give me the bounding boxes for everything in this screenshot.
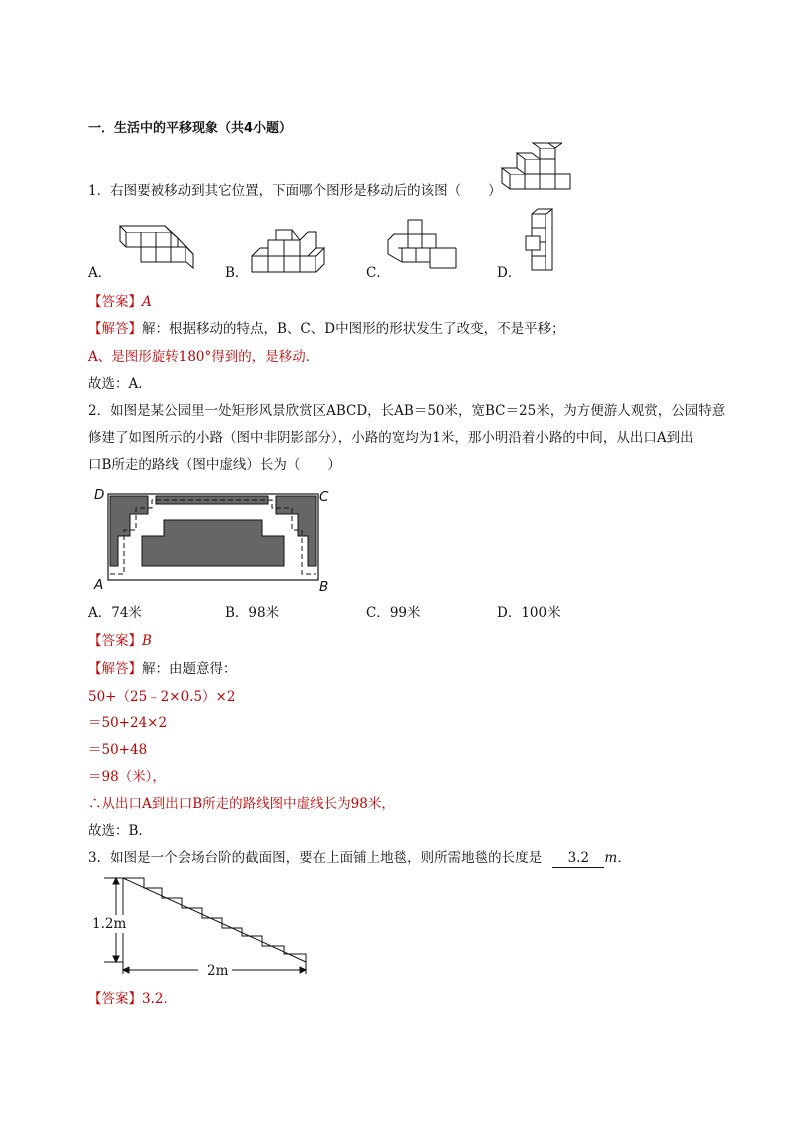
q2-stem-line-2: 修建了如图所示的小路（图中非阴影部分），小路的宽均为1米，那小明沿着小路的中间，从出口A到出 <box>88 430 694 446</box>
q2-stem-line-3: 口B所走的路线（图中虚线）长为（ ） <box>88 457 341 473</box>
answer-value: B <box>142 633 152 649</box>
q2-solution-intro <box>88 660 237 678</box>
q1-reference-figure <box>500 148 580 196</box>
q2-label-a: A <box>94 577 104 593</box>
q1-solution-line-2: A、是图形旋转180°得到的，是移动． <box>88 349 320 365</box>
q2-label-d: D <box>94 487 105 503</box>
q1-option-b-figure <box>250 228 330 278</box>
q1-option-c[interactable]: C． <box>366 265 390 281</box>
q3-height-label: 1.2m <box>92 916 127 932</box>
q2-step-5: ∴从出口A到出口B所走的路线图中虚线长为98米， <box>88 796 395 812</box>
q2-option-c[interactable]: C．99米 <box>366 605 421 621</box>
solution-tag: 【解答】 <box>88 321 142 337</box>
answer-tag: 【答案】 <box>88 294 142 310</box>
q2-answer <box>88 632 152 650</box>
q2-park-figure <box>108 494 320 582</box>
q3-stair-figure <box>98 874 310 974</box>
answer-value: 3.2． <box>142 991 177 1007</box>
q1-option-c-figure <box>388 218 460 274</box>
q2-option-a[interactable]: A．74米 <box>88 605 142 621</box>
q2-stem-line-1: 2．如图是某公园里一处矩形风景欣赏区ABCD，长AB＝50米，宽BC＝25米，为方便游人观赏，公园特意 <box>88 403 726 419</box>
solution-text: 解：由题意得： <box>142 661 237 677</box>
q2-step-1: 50+（25﹣2×0.5）×2 <box>88 689 236 705</box>
q1-stem: 1．右图要被移动到其它位置，下面哪个图形是移动后的该图（ ） <box>88 183 502 199</box>
q1-option-a[interactable]: A． <box>88 265 112 281</box>
section-title: 一．生活中的平移现象（共4小题） <box>88 121 293 136</box>
solution-tag: 【解答】 <box>88 661 142 677</box>
q1-option-d[interactable]: D． <box>497 265 522 281</box>
q2-step-2: ＝50+24×2 <box>88 715 168 731</box>
q2-label-b: B <box>319 579 329 595</box>
q3-unit: m． <box>604 850 631 866</box>
q3-answer <box>88 990 177 1008</box>
q2-option-b[interactable]: B．98米 <box>225 605 280 621</box>
solution-text: 解：根据移动的特点，B、C、D中图形的形状发生了改变，不是平移； <box>142 321 565 337</box>
q2-step-4: ＝98（米）， <box>88 769 166 785</box>
q2-option-d[interactable]: D．100米 <box>497 605 561 621</box>
answer-tag: 【答案】 <box>88 991 142 1007</box>
q1-option-d-figure <box>522 212 562 278</box>
answer-tag: 【答案】 <box>88 633 142 649</box>
q1-solution-line-1 <box>88 320 565 338</box>
q3-width-label: 2m <box>207 963 229 979</box>
q1-answer <box>88 293 152 311</box>
q2-conclusion: 故选：B． <box>88 823 152 839</box>
q3-stem <box>88 849 631 868</box>
q3-answer-blank: 3.2 <box>552 849 604 868</box>
q3-stem-text: 3．如图是一个会场台阶的截面图，要在上面铺上地毯，则所需地毯的长度是 <box>88 850 543 866</box>
q2-step-3: ＝50+48 <box>88 742 148 758</box>
q1-conclusion: 故选：A． <box>88 376 152 392</box>
q1-option-b[interactable]: B． <box>225 265 249 281</box>
q1-option-a-figure <box>118 226 198 272</box>
q2-label-c: C <box>319 489 329 505</box>
answer-value: A <box>142 294 152 310</box>
